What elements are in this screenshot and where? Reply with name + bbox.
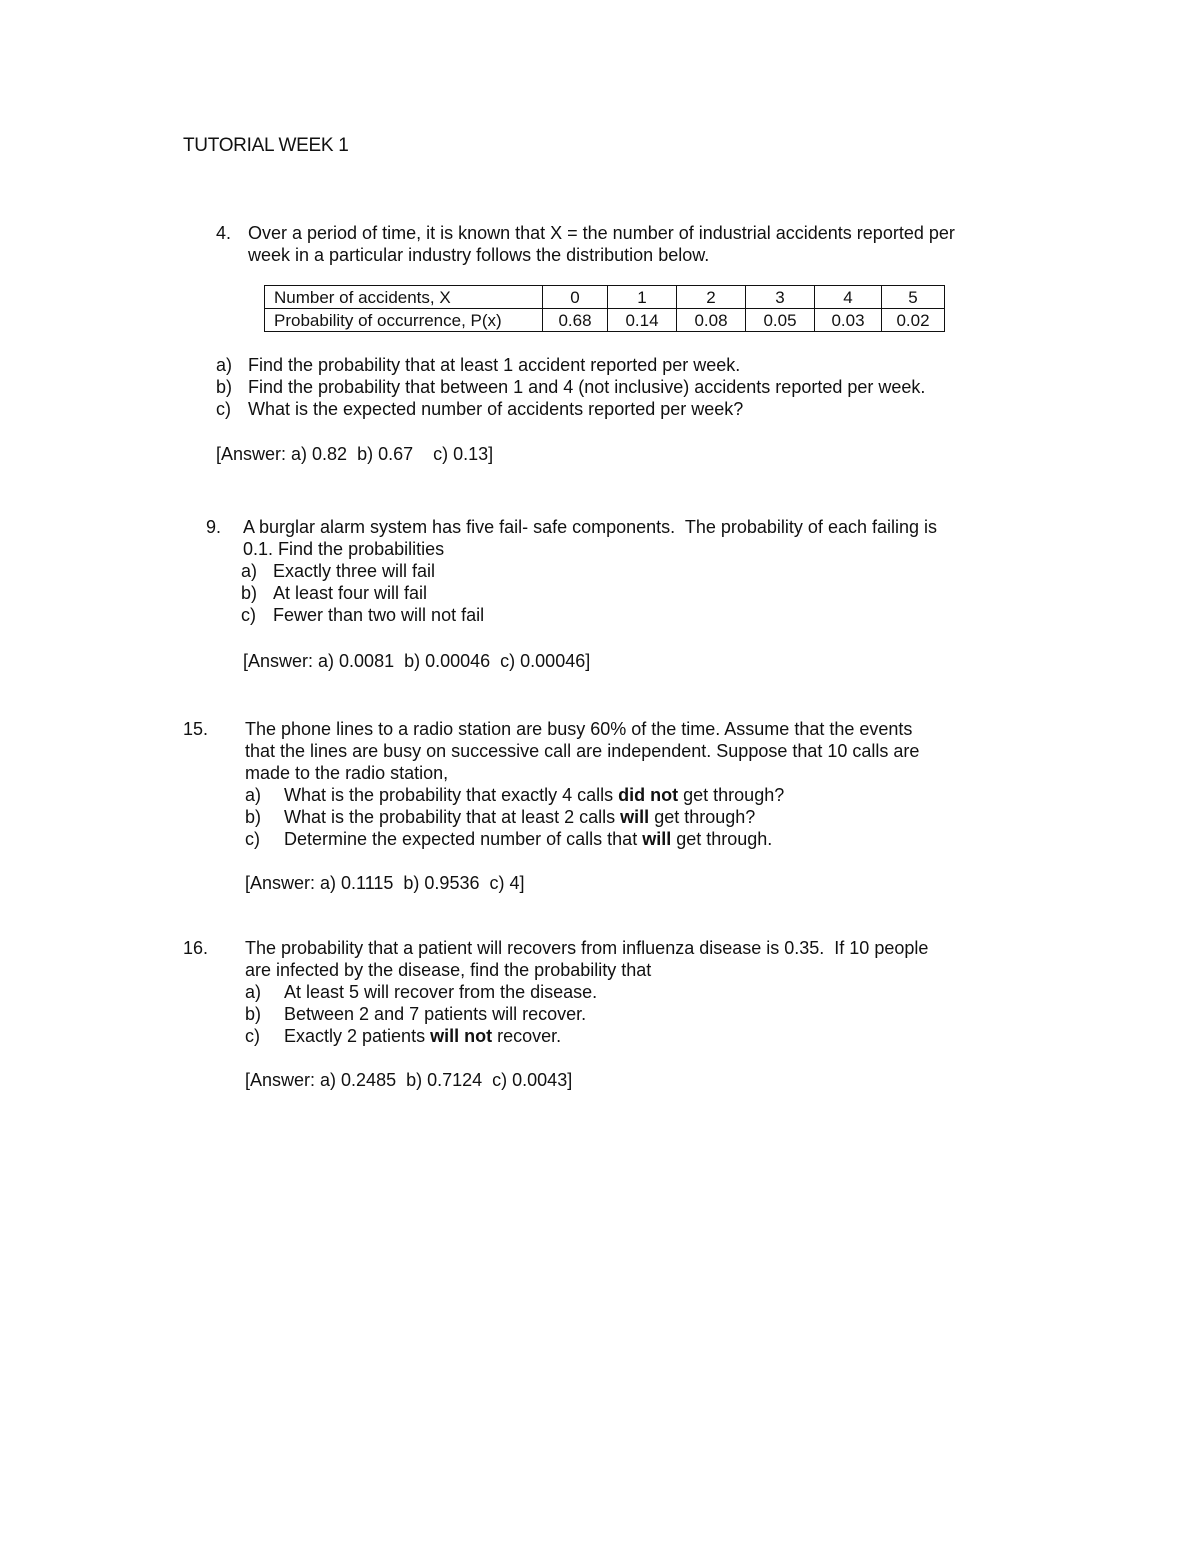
table-row bbox=[265, 286, 945, 309]
part-text bbox=[284, 981, 597, 1003]
part-text-segment: recover. bbox=[492, 1026, 562, 1046]
part-text-segment: get through? bbox=[649, 807, 756, 827]
answer-text: [Answer: a) 0.2485 b) 0.7124 c) 0.0043] bbox=[245, 1070, 573, 1090]
table-cell: 1 bbox=[608, 286, 677, 309]
question-text-line: The probability that a patient will recovers from influenza disease is 0.35. If 10 people bbox=[245, 938, 929, 958]
part-text-segment: Determine the expected number of calls that bbox=[284, 829, 643, 849]
question-text-line: Over a period of time, it is known that X = the number of industrial accidents reported per bbox=[248, 223, 955, 243]
part-text-segment: Exactly 2 patients bbox=[284, 1026, 431, 1046]
part-text-segment: What is the probability that at least 2 calls bbox=[284, 807, 621, 827]
answer-text: [Answer: a) 0.0081 b) 0.00046 c) 0.00046] bbox=[243, 651, 591, 671]
part-label: a) bbox=[216, 355, 233, 375]
table-cell: 0.14 bbox=[608, 309, 677, 332]
part-label: c) bbox=[216, 399, 231, 419]
table-cell: 5 bbox=[882, 286, 945, 309]
part-text bbox=[284, 784, 784, 806]
part-text bbox=[284, 1003, 586, 1025]
part-label: c) bbox=[241, 605, 256, 625]
table-row-label: Probability of occurrence, P(x) bbox=[265, 309, 543, 332]
question-number: 9. bbox=[206, 517, 222, 537]
part-text-segment: get through. bbox=[671, 829, 773, 849]
part-label: b) bbox=[216, 377, 233, 397]
part-text-segment: At least 5 will recover from the disease. bbox=[284, 982, 598, 1002]
page-title: TUTORIAL WEEK 1 bbox=[183, 135, 349, 156]
table-cell: 0.03 bbox=[815, 309, 882, 332]
table-row bbox=[265, 309, 945, 332]
part-text-emphasis: will bbox=[620, 807, 650, 827]
table-cell: 0.02 bbox=[882, 309, 945, 332]
table-cell: 0.08 bbox=[677, 309, 746, 332]
part-text bbox=[284, 828, 772, 850]
part-label: c) bbox=[245, 1026, 260, 1046]
question-text-line: made to the radio station, bbox=[245, 763, 449, 783]
part-text-emphasis: did not bbox=[618, 785, 679, 805]
question-text-line: week in a particular industry follows the distribution below. bbox=[248, 245, 710, 265]
part-text-emphasis: will not bbox=[430, 1026, 493, 1046]
question-text-line: are infected by the disease, find the probability that bbox=[245, 960, 652, 980]
part-text: Fewer than two will not fail bbox=[273, 605, 485, 625]
part-text: Find the probability that at least 1 accident reported per week. bbox=[248, 355, 741, 375]
answer-text: [Answer: a) 0.82 b) 0.67 c) 0.13] bbox=[216, 444, 494, 464]
part-text-segment: get through? bbox=[678, 785, 785, 805]
table-cell: 0.68 bbox=[543, 309, 608, 332]
table-cell: 4 bbox=[815, 286, 882, 309]
part-text bbox=[284, 1025, 561, 1047]
part-label: a) bbox=[241, 561, 258, 581]
part-label: b) bbox=[245, 807, 262, 827]
part-label: a) bbox=[245, 982, 262, 1002]
part-label: b) bbox=[245, 1004, 262, 1024]
table-cell: 0 bbox=[543, 286, 608, 309]
question-text-line: 0.1. Find the probabilities bbox=[243, 539, 445, 559]
part-text-emphasis: will bbox=[642, 829, 672, 849]
question-text-line: The phone lines to a radio station are busy 60% of the time. Assume that the events bbox=[245, 719, 913, 739]
part-text-segment: What is the probability that exactly 4 calls bbox=[284, 785, 619, 805]
part-label: c) bbox=[245, 829, 260, 849]
table-cell: 2 bbox=[677, 286, 746, 309]
part-text bbox=[284, 806, 755, 828]
table-cell: 0.05 bbox=[746, 309, 815, 332]
question-number: 4. bbox=[216, 223, 232, 243]
part-label: b) bbox=[241, 583, 258, 603]
answer-text: [Answer: a) 0.1115 b) 0.9536 c) 4] bbox=[245, 873, 525, 893]
part-text: Find the probability that between 1 and 4 (not inclusive) accidents reported per week. bbox=[248, 377, 926, 397]
question-number: 16. bbox=[183, 938, 209, 958]
part-label: a) bbox=[245, 785, 262, 805]
table-cell: 3 bbox=[746, 286, 815, 309]
table-row-label: Number of accidents, X bbox=[265, 286, 543, 309]
part-text-segment: Between 2 and 7 patients will recover. bbox=[284, 1004, 587, 1024]
part-text: At least four will fail bbox=[273, 583, 428, 603]
question-number: 15. bbox=[183, 719, 209, 739]
distribution-table bbox=[264, 285, 945, 332]
question-text-line: that the lines are busy on successive call are independent. Suppose that 10 calls are bbox=[245, 741, 920, 761]
question-text-line: A burglar alarm system has five fail- safe components. The probability of each failing is bbox=[243, 517, 938, 537]
part-text: What is the expected number of accidents reported per week? bbox=[248, 399, 744, 419]
part-text: Exactly three will fail bbox=[273, 561, 436, 581]
